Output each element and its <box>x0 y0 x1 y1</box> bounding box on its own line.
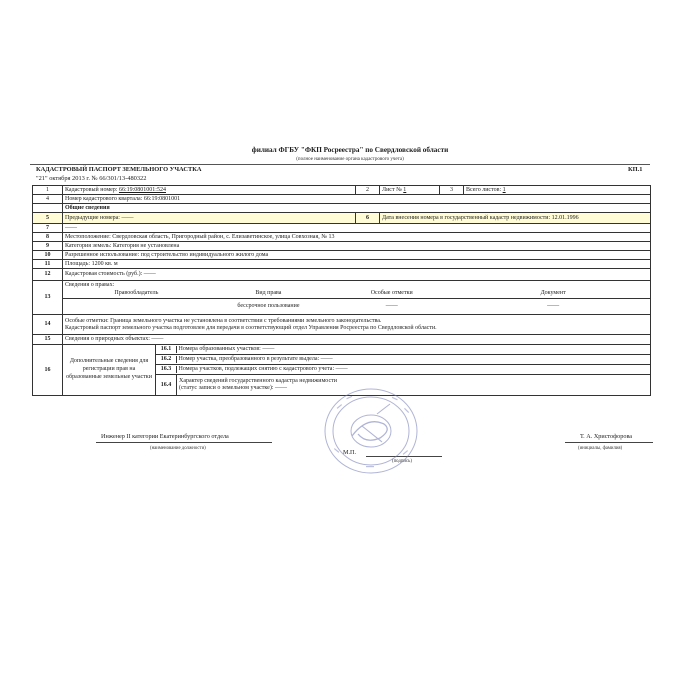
quarter-cell <box>63 195 651 204</box>
sub-row-text: Номер участка, преобразованного в результате выдела: <box>178 356 320 363</box>
sub-row-number: 16.2 <box>156 356 177 362</box>
total-sheets-cell <box>464 186 651 195</box>
land-category-text: Категория земель: Категория не установлена <box>63 242 651 251</box>
sub-row-value: —— <box>335 366 348 373</box>
row-number: 16 <box>33 345 63 396</box>
sheet-value: 1 <box>403 186 407 193</box>
rights-col-notes: Особые отметки <box>327 289 456 299</box>
table-row <box>33 233 651 242</box>
row-number: 7 <box>33 224 63 233</box>
location-text: Местоположение: Свердловская область, Пригородный район, с. Елизаветинское, улица Совхозная, № 13 <box>63 233 651 242</box>
natural-objects-label: Сведения о природных объектах: <box>65 336 150 343</box>
table-row <box>33 224 651 233</box>
sub-row-16-3 <box>156 365 651 375</box>
header-rule <box>30 164 650 165</box>
rights-notes-value: —— <box>385 302 398 309</box>
quarter-value: 66:19:0801001 <box>143 195 181 202</box>
additional-info-label: Дополнительные сведения для регистрации прав на образованные земельные участки <box>63 345 156 396</box>
rights-col-type: Вид права <box>210 289 327 299</box>
sub-row-text-2: (статус записи о земельном участке): <box>179 385 274 391</box>
previous-numbers-value: —— <box>121 214 134 221</box>
entry-date-label: Дата внесения номера в государственный кадастр недвижимости: <box>382 214 551 221</box>
sheet-cell <box>380 186 440 195</box>
table-row <box>33 260 651 269</box>
table-row <box>33 213 651 224</box>
sub-row-text: Номера образованных участков: <box>178 346 261 353</box>
cadastral-number-value: 66:19:0801001:524 <box>118 186 166 193</box>
table-row <box>33 315 651 335</box>
cadastral-number-cell <box>63 186 356 195</box>
special-notes-cell <box>63 315 651 335</box>
table-row <box>33 335 651 345</box>
row-number: 2 <box>356 186 380 195</box>
row-number: 3 <box>440 186 464 195</box>
document-title: КАДАСТРОВЫЙ ПАСПОРТ ЗЕМЕЛЬНОГО УЧАСТКА <box>36 166 202 173</box>
sheet-label: Лист № <box>382 186 402 193</box>
rights-document-value: —— <box>547 302 560 309</box>
permitted-use-text: Разрешенное использование: под строительство индивидуального жилого дома <box>63 251 651 260</box>
special-notes-line1: Особые отметки: Граница земельного участка не установлена в соответствии с требованиями земельного законодательства. <box>65 318 382 325</box>
sub-row-text: Характер сведений государственного кадастра недвижимости <box>179 377 337 384</box>
sub-row-text: Номера участков, подлежащих снятию с кадастрового учета: <box>178 366 335 373</box>
form-code: КП.1 <box>628 166 643 173</box>
sub-row-16-2 <box>156 355 651 365</box>
special-notes-line2: Кадастровый паспорт земельного участка подготовлен для передачи в соответствующий отдел Управления Росреестра по Свердловской области. <box>65 324 437 331</box>
official-stamp <box>322 386 420 476</box>
total-sheets-label: Всего листов: <box>466 186 502 193</box>
entry-date-cell <box>380 213 651 224</box>
cadastral-value-cell <box>63 269 651 281</box>
rights-holder-value <box>63 299 210 313</box>
sub-row-value: —— <box>262 346 275 353</box>
table-row <box>33 186 651 195</box>
previous-numbers-cell <box>63 213 356 224</box>
row-number: 15 <box>33 335 63 345</box>
cadastral-table <box>32 185 651 396</box>
sub-row-number: 16.4 <box>156 375 177 395</box>
signer-name: Т. А. Христофорова <box>580 433 633 440</box>
row7-value: —— <box>63 224 651 233</box>
general-info-heading: Общие сведения <box>63 204 651 213</box>
table-row <box>33 195 651 204</box>
sub-row-16-1 <box>156 345 651 355</box>
document-date-number: "21" октября 2013 г. № 66/301/13-480322 <box>36 175 147 182</box>
cadastral-number-label: Кадастровый номер: <box>65 186 118 193</box>
rights-title: Сведения о правах: <box>65 282 115 289</box>
area-text: Площадь: 1200 кв. м <box>63 260 651 269</box>
sub-row-number: 16.3 <box>156 366 177 372</box>
position-caption: (наименование должности) <box>150 446 206 451</box>
total-sheets-value: 1 <box>502 186 506 193</box>
row-number: 10 <box>33 251 63 260</box>
rights-cell <box>63 281 651 315</box>
rights-subtable <box>63 289 650 313</box>
row-number: 12 <box>33 269 63 281</box>
row-number: 11 <box>33 260 63 269</box>
natural-objects-cell <box>63 335 651 345</box>
row-number: 8 <box>33 233 63 242</box>
name-caption: (инициалы, фамилия) <box>578 446 623 451</box>
signature-caption: (подпись) <box>392 459 412 464</box>
cadastral-value-label: Кадастровая стоимость (руб.): <box>65 271 143 278</box>
row-number: 13 <box>33 281 63 315</box>
row-number: 6 <box>356 213 380 224</box>
table-row <box>33 242 651 251</box>
table-row <box>33 204 651 213</box>
sub-row-value: —— <box>320 356 333 363</box>
quarter-label: Номер кадастрового квартала: <box>65 195 143 202</box>
rights-col-document: Документ <box>456 289 650 299</box>
sub-row-value: —— <box>275 385 287 391</box>
entry-date-value: 12.01.1996 <box>551 214 579 221</box>
row-number: 5 <box>33 213 63 224</box>
table-row <box>33 269 651 281</box>
organization-caption: (полное наименование органа кадастрового учета) <box>296 157 404 162</box>
natural-objects-value: —— <box>151 336 164 343</box>
row-number: 1 <box>33 186 63 195</box>
table-row <box>33 345 651 355</box>
signer-position: Инженер II категории Екатеринбургского отдела <box>101 433 229 440</box>
signature-line <box>96 442 272 443</box>
signature-line <box>565 442 653 443</box>
table-row <box>33 281 651 315</box>
cadastral-value-value: —— <box>143 271 156 278</box>
previous-numbers-label: Предыдущие номера: <box>65 214 120 221</box>
stamp-place-mark: М.П. <box>343 449 357 456</box>
row-number: 14 <box>33 315 63 335</box>
table-row <box>33 251 651 260</box>
row-number: 9 <box>33 242 63 251</box>
sub-row-number: 16.1 <box>156 346 177 352</box>
rights-type-value: бессрочное пользование <box>237 302 300 309</box>
row-number: 4 <box>33 195 63 204</box>
rights-col-holder: Правообладатель <box>63 289 210 299</box>
organization-name: филиал ФГБУ "ФКП Росреестра" по Свердловской области <box>251 146 449 154</box>
